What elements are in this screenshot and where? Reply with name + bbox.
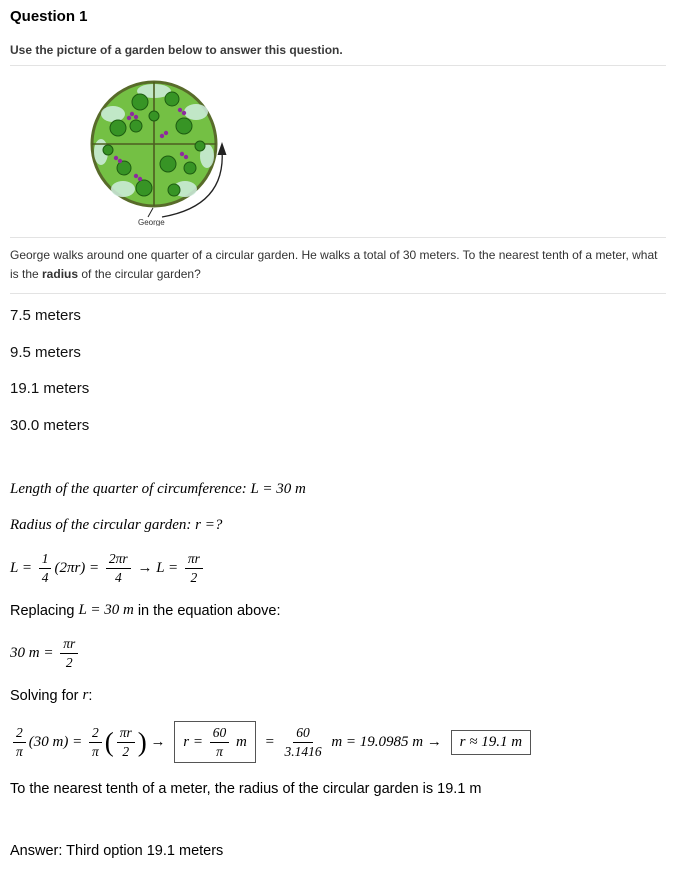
boxed-result [451,730,531,755]
math-text: 30 m = [10,644,58,661]
answer-option: 9.5 meters [10,343,81,361]
fraction-denominator: 2 [190,569,198,585]
fraction [106,551,131,585]
plain-text: : [88,687,93,704]
fraction-numerator: πr [117,725,135,743]
fraction [13,725,26,759]
garden-illustration [88,76,230,226]
plain-text: To the nearest tenth of a meter, the radius of the circular garden is 19.1 m [10,780,482,797]
fraction-numerator: πr [185,551,203,569]
math-text: L = [10,559,36,576]
fraction [89,725,102,759]
math-text: Length of the quarter of circumference: L = 30 m [10,481,306,498]
fraction-numerator: 2πr [106,551,131,569]
math-text: r [82,687,89,704]
plain-text: Replacing [10,602,79,619]
fraction-denominator: 2 [65,654,73,670]
math-text: r ≈ 19.1 m [459,733,523,750]
fraction [60,636,78,670]
fraction-numerator: 1 [39,551,52,569]
solution-line [10,636,666,670]
fraction-numerator: 2 [13,725,26,743]
fraction-denominator: 3.1416 [284,743,322,759]
fraction-denominator: 2 [122,743,130,759]
fraction-denominator: π [16,743,23,759]
garden-image [10,66,666,237]
solution-line [10,515,666,536]
solution-line [10,479,666,500]
fraction [117,725,135,759]
question-text-bold: radius [42,266,79,281]
divider-bottom [10,293,666,294]
math-text: Radius of the circular garden: r =? [10,517,223,534]
math-text: r = [183,733,207,750]
fraction [185,551,203,585]
solution-line [10,721,666,763]
solution-line [10,778,666,799]
answer-option: 19.1 meters [10,380,90,398]
question-instruction: Use the picture of a garden below to answer this question. [10,43,343,57]
math-text: → L = [133,559,182,576]
answer-option: 30.0 meters [10,416,90,434]
fraction-numerator: 60 [210,725,230,743]
walk-arrowhead [218,142,227,155]
solution-steps [10,479,666,799]
fraction-denominator: 4 [41,569,49,585]
fraction-numerator: 2 [89,725,102,743]
question-title: Question 1 [10,8,88,25]
math-text: (30 m) = [28,733,86,750]
divider-middle [10,237,666,238]
fraction-denominator: π [216,743,223,759]
solution-line [10,685,666,706]
question-text-before: George walks around one quarter of a circular garden. He walks a total of 30 meters. To the nearest tenth of a meter, what is the [10,248,658,281]
plain-text: in the equation above: [133,602,281,619]
big-paren: ( [104,727,114,758]
solution-line [10,551,666,585]
final-answer: Answer: Third option 19.1 meters [10,843,224,860]
fraction-numerator: πr [60,636,78,654]
fraction-denominator: π [91,743,99,759]
fraction-numerator: 60 [293,725,313,743]
fraction [210,725,230,759]
boxed-result [174,721,256,763]
math-text: (2πr) = [54,559,103,576]
answer-option: 7.5 meters [10,307,81,325]
fraction [39,551,52,585]
question-text-after: of the circular garden? [78,266,201,281]
image-caption-george: George [138,218,165,226]
math-text: = [260,733,279,750]
question-text [10,246,666,283]
caption-pointer-line [148,208,153,217]
answer-options [10,306,666,435]
big-paren: ) [137,727,147,758]
math-text: m = 19.0985 m → [327,733,446,750]
fraction [281,725,324,759]
math-text: L = 30 m [78,602,134,619]
math-text: → [146,733,170,750]
plain-text: Solving for [10,687,83,704]
solution-line [10,600,666,621]
fraction-denominator: 4 [114,569,122,585]
math-text: m [232,733,247,750]
